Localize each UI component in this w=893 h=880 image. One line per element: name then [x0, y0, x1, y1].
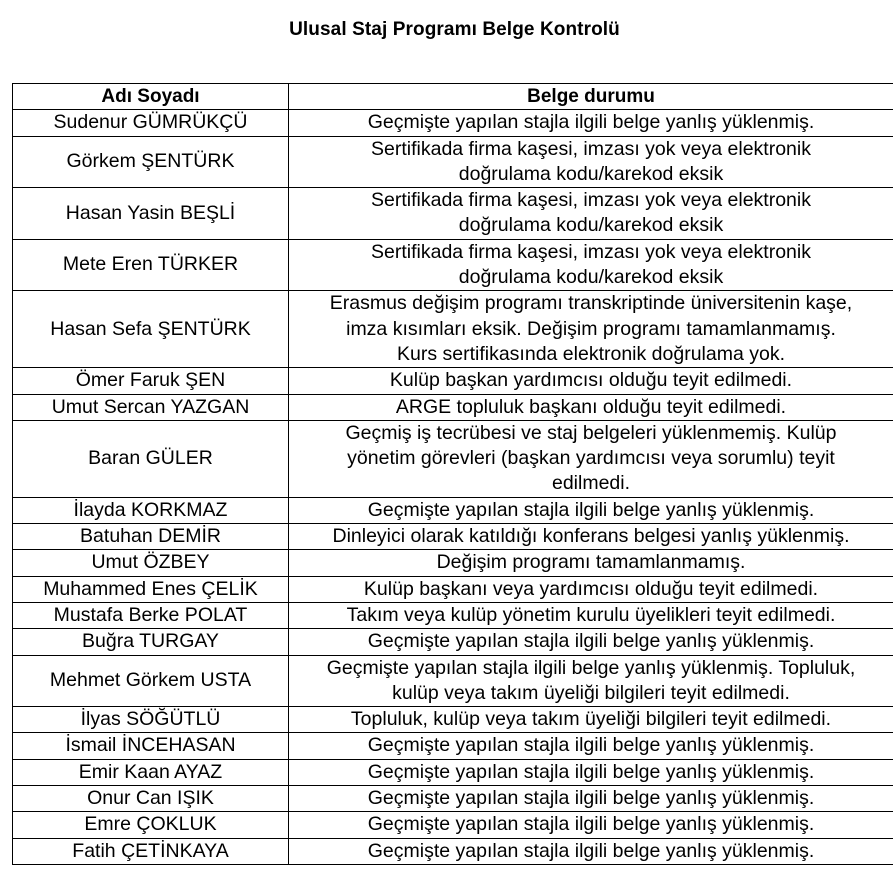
document-status: Takım veya kulüp yönetim kurulu üyelikleri teyit edilmedi.: [346, 603, 836, 626]
student-name: Ömer Faruk ŞEN: [75, 369, 226, 392]
student-name-cell: [13, 602, 289, 628]
student-name-cell: [13, 550, 289, 576]
document-status: Geçmişte yapılan stajla ilgili belge yanlış yüklenmiş.: [367, 111, 815, 134]
document-status: Geçmişte yapılan stajla ilgili belge yanlış yüklenmiş.: [367, 813, 815, 836]
student-name-cell: [13, 497, 289, 523]
document-status-cell: [289, 655, 893, 707]
document-title: Ulusal Staj Programı Belge Kontrolü: [289, 19, 620, 40]
document-status-cell: [289, 394, 893, 420]
student-name-cell: [13, 759, 289, 785]
document-status: Sertifikada firma kaşesi, imzası yok veya elektronik doğrulama kodu/karekod eksik: [371, 240, 811, 289]
student-name-cell: [13, 733, 289, 759]
student-name-cell: [13, 394, 289, 420]
student-name: Emre ÇOKLUK: [84, 813, 217, 836]
table-row: [13, 239, 893, 291]
student-name-cell: [13, 524, 289, 550]
student-name: Hasan Sefa ŞENTÜRK: [50, 317, 251, 340]
student-name-cell: [13, 576, 289, 602]
document-status-cell: [289, 110, 893, 136]
student-name: Görkem ŞENTÜRK: [66, 150, 235, 173]
student-name-cell: [13, 420, 289, 497]
document-status: Değişim programı tamamlanmamış.: [436, 551, 746, 574]
document-status-cell: [289, 368, 893, 394]
student-name: Mehmet Görkem USTA: [49, 669, 252, 692]
student-name: İsmail İNCEHASAN: [65, 734, 236, 757]
document-status: Geçmişte yapılan stajla ilgili belge yanlış yüklenmiş.: [367, 734, 815, 757]
student-name: Hasan Yasin BEŞLİ: [65, 201, 236, 224]
table-row: [13, 576, 893, 602]
student-name-cell: [13, 291, 289, 368]
document-status: Sertifikada firma kaşesi, imzası yok veya elektronik doğrulama kodu/karekod eksik: [371, 189, 811, 237]
table-row: [13, 759, 893, 785]
document-status-cell: [289, 420, 893, 497]
table-header-row: [13, 84, 893, 110]
table-row: [13, 707, 893, 733]
document-status-cell: [289, 239, 893, 291]
table-row: [13, 136, 893, 188]
document-status-table: [12, 83, 893, 865]
student-name-cell: [13, 812, 289, 838]
student-name-cell: [13, 786, 289, 812]
document-status: Geçmişte yapılan stajla ilgili belge yanlış yüklenmiş.: [367, 839, 815, 862]
table-row: [13, 602, 893, 628]
student-name-cell: [13, 838, 289, 864]
document-status-cell: [289, 707, 893, 733]
document-status-cell: [289, 497, 893, 523]
student-name-cell: [13, 707, 289, 733]
document-status: Geçmiş iş tecrübesi ve staj belgeleri yüklenmemiş. Kulüp yönetim görevleri (başkan yardımcısı veya sorumlu) teyit edilmedi.: [345, 421, 837, 495]
student-name: Fatih ÇETİNKAYA: [72, 839, 229, 862]
document-status-cell: [289, 629, 893, 655]
student-name: Mete Eren TÜRKER: [62, 253, 239, 276]
table-row: [13, 550, 893, 576]
table-row: [13, 524, 893, 550]
document-status: Dinleyici olarak katıldığı konferans belgesi yanlış yüklenmiş.: [332, 525, 850, 548]
document-status-cell: [289, 812, 893, 838]
table-row: [13, 368, 893, 394]
table-row: [13, 394, 893, 420]
table-row: [13, 110, 893, 136]
document-status: Kulüp başkan yardımcısı olduğu teyit edilmedi.: [389, 369, 793, 392]
document-status-cell: [289, 576, 893, 602]
document-status: Kulüp başkanı veya yardımcısı olduğu teyit edilmedi.: [363, 577, 819, 600]
document-status-cell: [289, 291, 893, 368]
document-status: Sertifikada firma kaşesi, imzası yok veya elektronik doğrulama kodu/karekod eksik: [371, 137, 811, 185]
document-status-cell: [289, 733, 893, 759]
student-name-cell: [13, 188, 289, 240]
document-status: Geçmişte yapılan stajla ilgili belge yanlış yüklenmiş.: [367, 760, 815, 783]
document-status-cell: [289, 602, 893, 628]
student-name: Onur Can IŞIK: [87, 787, 214, 810]
student-name: Baran GÜLER: [88, 447, 213, 470]
student-name: Umut ÖZBEY: [91, 551, 210, 574]
document-status: Erasmus değişim programı transkriptinde üniversitenin kaşe, imza kısımları eksik. Değişim programı tamamlanmamış. Kurs sertifikasında elektronik doğrulama yok.: [329, 292, 853, 365]
table-row: [13, 188, 893, 240]
student-name: Sudenur GÜMRÜKÇÜ: [53, 111, 248, 134]
table-row: [13, 733, 893, 759]
student-name: Muhammed Enes ÇELİK: [43, 577, 258, 600]
table-row: [13, 786, 893, 812]
document-status-cell: [289, 759, 893, 785]
document-status-cell: [289, 524, 893, 550]
table-body: [13, 110, 893, 865]
table-row: [13, 629, 893, 655]
student-name: İlayda KORKMAZ: [73, 498, 228, 521]
document-status-cell: [289, 188, 893, 240]
student-name: Buğra TURGAY: [82, 630, 219, 653]
document-status-cell: [289, 136, 893, 188]
table-row: [13, 420, 893, 497]
document-status: Topluluk, kulüp veya takım üyeliği bilgileri teyit edilmedi.: [350, 708, 832, 731]
table-row: [13, 497, 893, 523]
column-header-status: Belge durumu: [289, 84, 893, 110]
student-name-cell: [13, 368, 289, 394]
document-status-cell: [289, 550, 893, 576]
student-name-cell: [13, 239, 289, 291]
document-status-cell: [289, 838, 893, 864]
student-name-cell: [13, 655, 289, 707]
document-status: Geçmişte yapılan stajla ilgili belge yanlış yüklenmiş.: [367, 630, 815, 653]
student-name: Emir Kaan AYAZ: [78, 760, 223, 783]
document-status-cell: [289, 786, 893, 812]
document-status: Geçmişte yapılan stajla ilgili belge yanlış yüklenmiş.: [367, 498, 815, 521]
table-row: [13, 838, 893, 864]
student-name: Umut Sercan YAZGAN: [51, 395, 250, 418]
student-name: Batuhan DEMİR: [80, 525, 221, 548]
document-status: Geçmişte yapılan stajla ilgili belge yanlış yüklenmiş.: [367, 787, 815, 810]
student-name: Mustafa Berke POLAT: [53, 603, 248, 626]
table-row: [13, 812, 893, 838]
column-header-name: Adı Soyadı: [13, 84, 289, 110]
document-status: Geçmişte yapılan stajla ilgili belge yanlış yüklenmiş. Topluluk, kulüp veya takım üyeliği bilgileri teyit edilmedi.: [326, 656, 856, 704]
table-header: [13, 84, 893, 110]
table-row: [13, 291, 893, 368]
student-name-cell: [13, 110, 289, 136]
student-name-cell: [13, 629, 289, 655]
document-status: ARGE topluluk başkanı olduğu teyit edilmedi.: [395, 395, 787, 418]
student-name-cell: [13, 136, 289, 188]
student-name: İlyas SÖĞÜTLÜ: [80, 708, 221, 731]
table-row: [13, 655, 893, 707]
